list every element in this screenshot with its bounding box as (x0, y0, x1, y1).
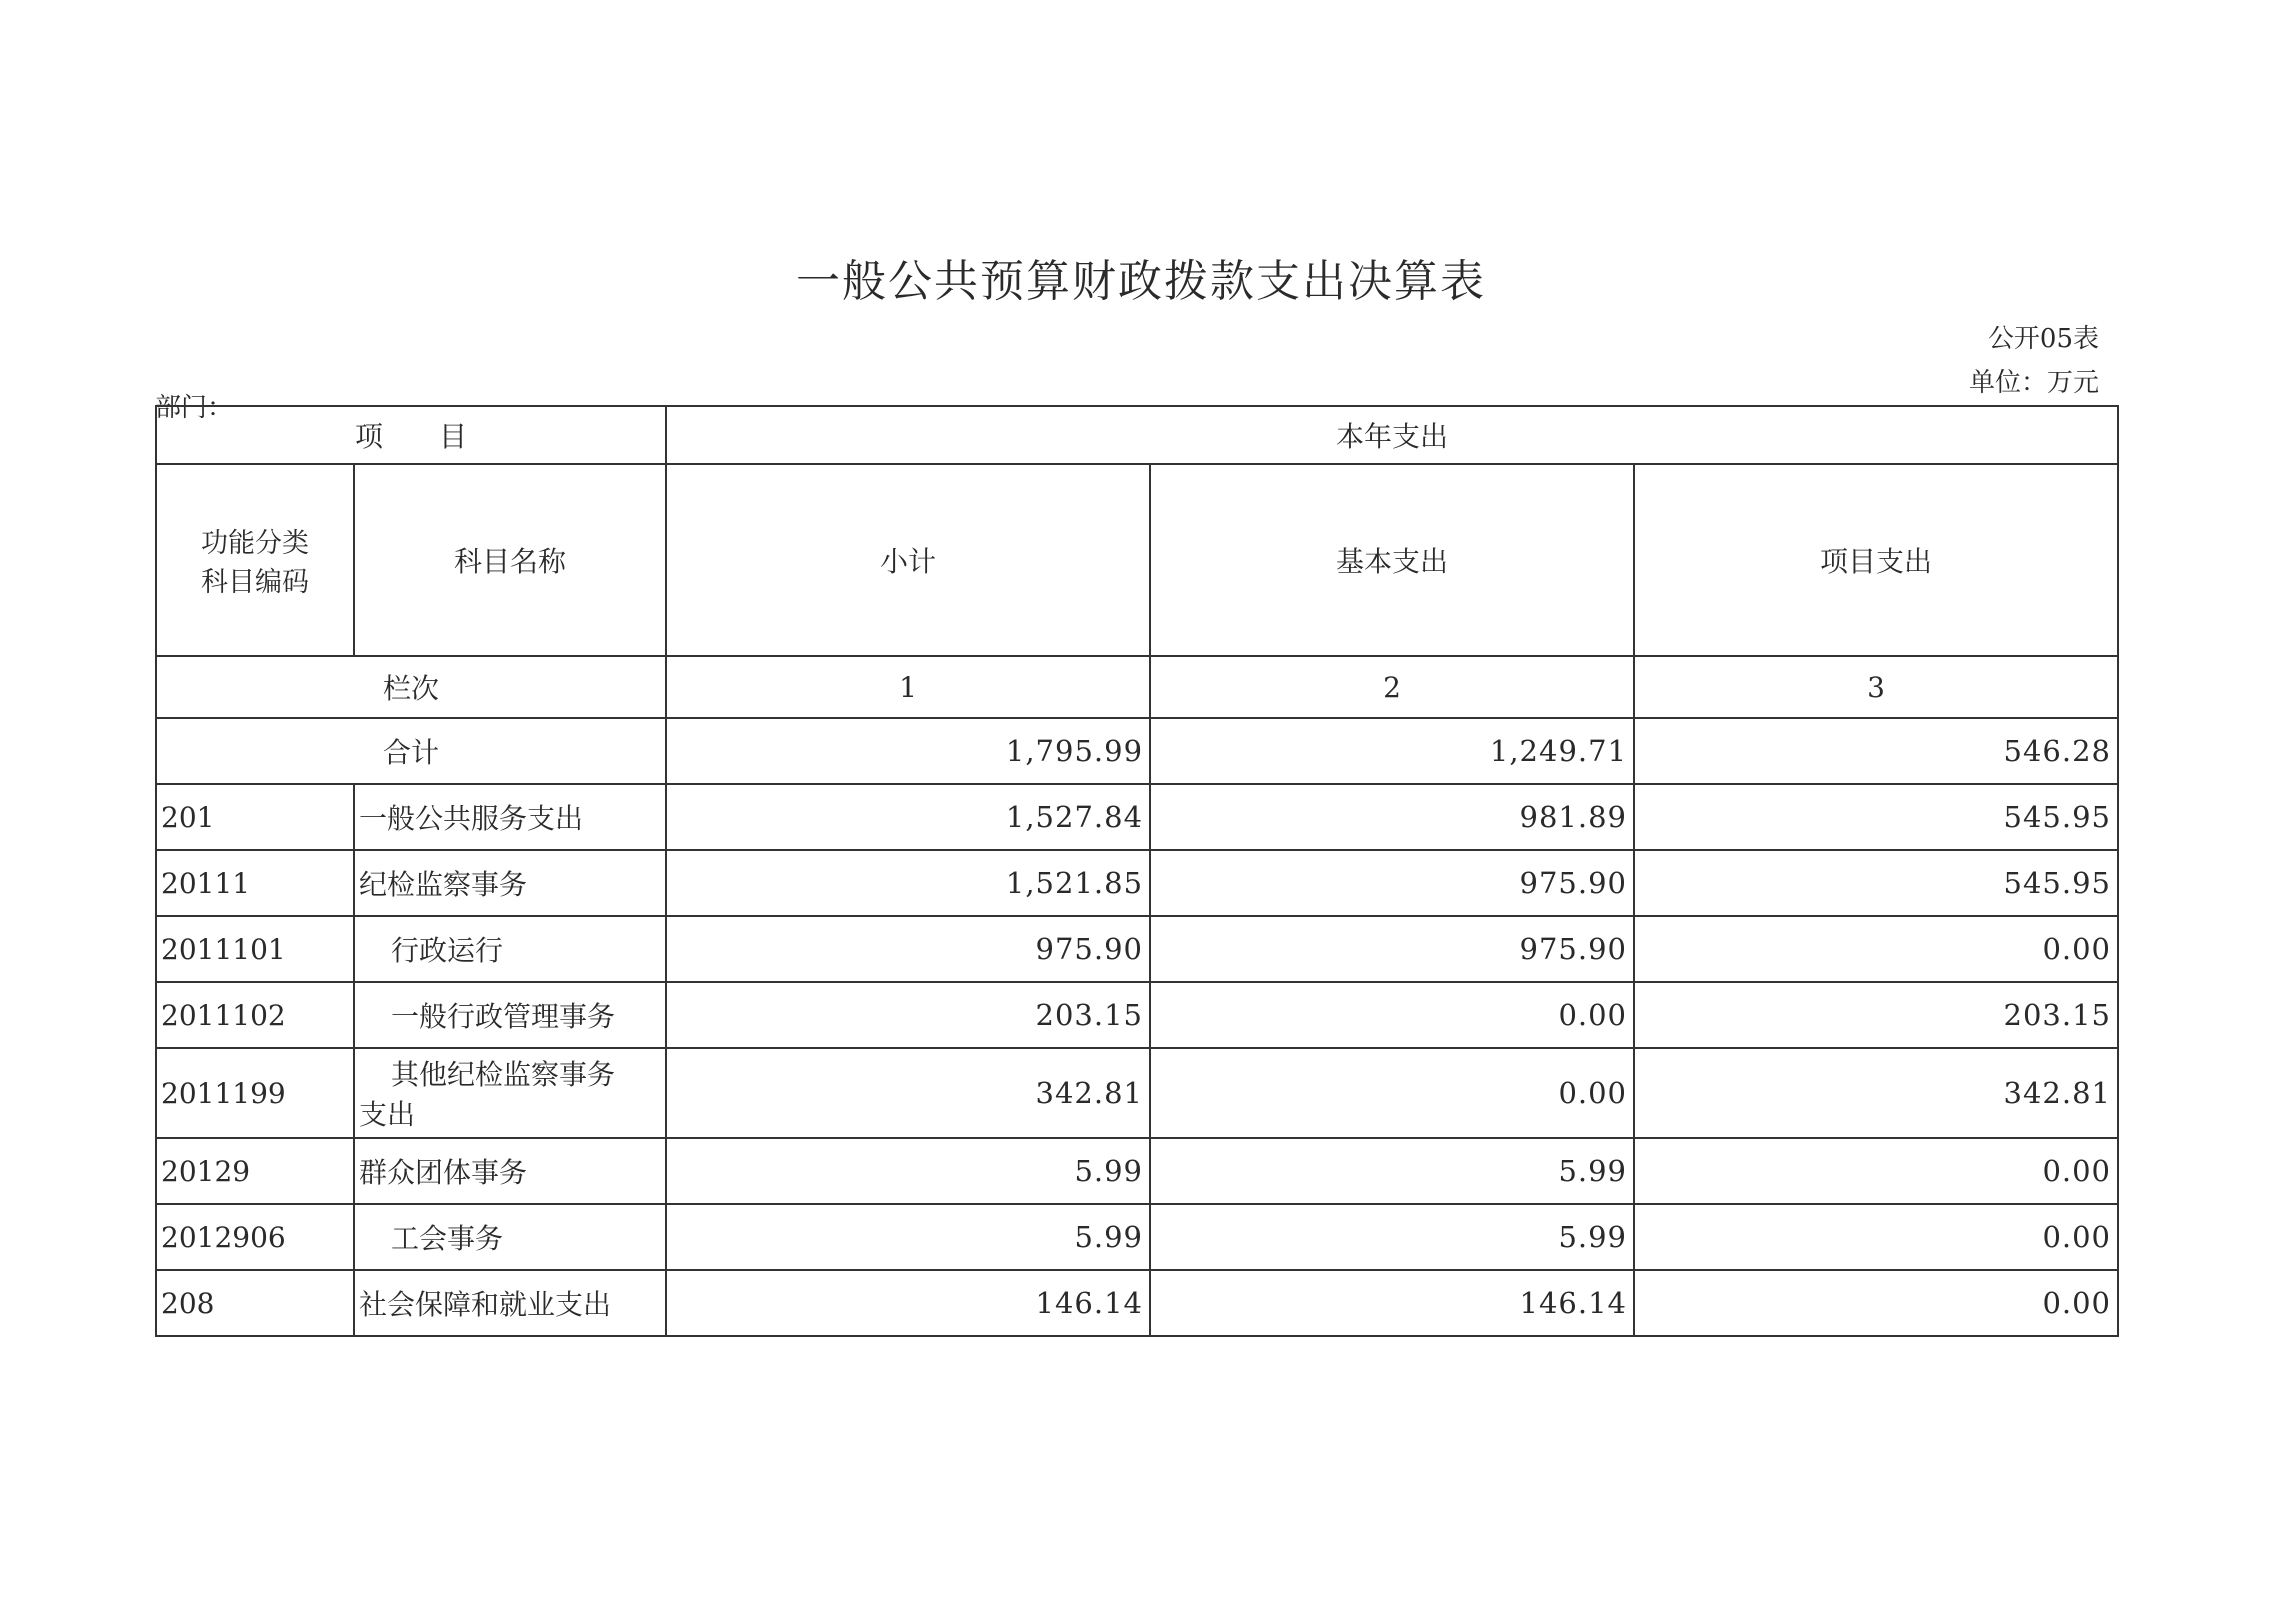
row-name: 行政运行 (354, 916, 666, 982)
row-name: 群众团体事务 (354, 1138, 666, 1204)
row-basic: 146.14 (1150, 1270, 1634, 1336)
row-name: 一般行政管理事务 (354, 982, 666, 1048)
column-index-3: 3 (1634, 656, 2118, 718)
row-code: 20111 (156, 850, 354, 916)
row-subtotal: 1,527.84 (666, 784, 1150, 850)
row-name: 一般公共服务支出 (354, 784, 666, 850)
row-code: 2012906 (156, 1204, 354, 1270)
column-index-1: 1 (666, 656, 1150, 718)
table-row (156, 916, 2118, 982)
row-code: 208 (156, 1270, 354, 1336)
table-row (156, 850, 2118, 916)
table-row (156, 784, 2118, 850)
row-project: 203.15 (1634, 982, 2118, 1048)
row-project: 342.81 (1634, 1048, 2118, 1138)
row-name-line2: 支出 (359, 1098, 416, 1131)
row-subtotal: 975.90 (666, 916, 1150, 982)
row-code: 20129 (156, 1138, 354, 1204)
header-subtotal: 小计 (666, 464, 1150, 656)
header-code (156, 464, 354, 656)
row-basic: 975.90 (1150, 916, 1634, 982)
total-row (156, 718, 2118, 784)
table-row (156, 1048, 2118, 1138)
unit-label: 单位：万元 (1968, 368, 2099, 398)
header-basic: 基本支出 (1150, 464, 1634, 656)
row-name (354, 1048, 666, 1138)
row-project: 0.00 (1634, 1204, 2118, 1270)
row-project: 0.00 (1634, 1270, 2118, 1336)
row-subtotal: 1,521.85 (666, 850, 1150, 916)
row-project: 0.00 (1634, 1138, 2118, 1204)
row-code: 201 (156, 784, 354, 850)
table-row (156, 982, 2118, 1048)
row-project: 545.95 (1634, 784, 2118, 850)
total-label: 合计 (156, 718, 666, 784)
row-name-line1: 其他纪检监察事务 (391, 1058, 616, 1091)
row-project: 0.00 (1634, 916, 2118, 982)
page-title: 一般公共预算财政拨款支出决算表 (796, 256, 1486, 307)
header-current-year: 本年支出 (666, 406, 2118, 464)
row-subtotal: 146.14 (666, 1270, 1150, 1336)
table-row (156, 1204, 2118, 1270)
table-row (156, 1270, 2118, 1336)
department-label: 部门： (155, 393, 234, 423)
row-basic: 0.00 (1150, 982, 1634, 1048)
row-basic: 981.89 (1150, 784, 1634, 850)
expenditure-table (155, 405, 2119, 1337)
table-ref: 公开05表 (1987, 324, 2099, 354)
row-name: 社会保障和就业支出 (354, 1270, 666, 1336)
row-basic: 5.99 (1150, 1138, 1634, 1204)
row-code: 2011101 (156, 916, 354, 982)
total-project: 546.28 (1634, 718, 2118, 784)
row-code: 2011102 (156, 982, 354, 1048)
header-code-line1: 功能分类 (201, 528, 309, 559)
row-basic: 5.99 (1150, 1204, 1634, 1270)
total-basic: 1,249.71 (1150, 718, 1634, 784)
header-code-line2: 科目编码 (201, 567, 309, 598)
header-project: 项目支出 (1634, 464, 2118, 656)
column-index-2: 2 (1150, 656, 1634, 718)
row-subtotal: 5.99 (666, 1204, 1150, 1270)
header-item: 项 目 (156, 406, 666, 464)
row-basic: 0.00 (1150, 1048, 1634, 1138)
row-name: 纪检监察事务 (354, 850, 666, 916)
row-subtotal: 342.81 (666, 1048, 1150, 1138)
row-subtotal: 203.15 (666, 982, 1150, 1048)
table-row (156, 1138, 2118, 1204)
row-basic: 975.90 (1150, 850, 1634, 916)
header-name: 科目名称 (354, 464, 666, 656)
row-code: 2011199 (156, 1048, 354, 1138)
row-project: 545.95 (1634, 850, 2118, 916)
row-name: 工会事务 (354, 1204, 666, 1270)
row-subtotal: 5.99 (666, 1138, 1150, 1204)
column-index-label: 栏次 (156, 656, 666, 718)
total-subtotal: 1,795.99 (666, 718, 1150, 784)
